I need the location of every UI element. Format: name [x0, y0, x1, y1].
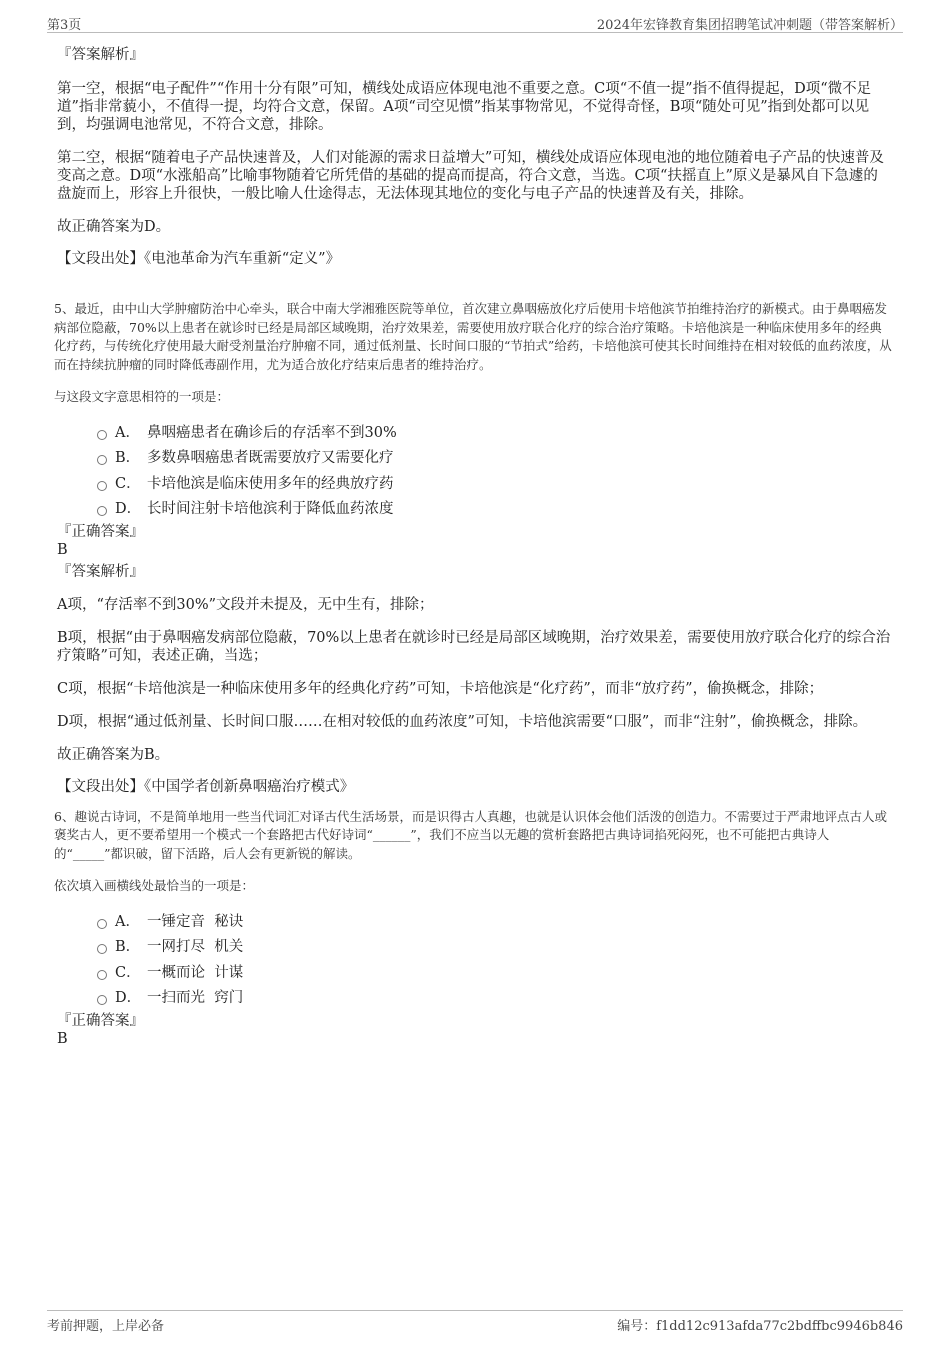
option-list: [57, 910, 892, 1012]
option-letter: A．: [115, 913, 140, 930]
conclusion: 故正确答案为B。: [57, 746, 170, 763]
answer-label: 『正确答案』: [57, 523, 144, 540]
option-d[interactable]: [57, 986, 892, 1012]
correct-answer: B: [57, 1030, 68, 1047]
option-letter: A．: [115, 424, 140, 441]
radio-button[interactable]: [97, 919, 107, 929]
question-stem: 5、最近，由中山大学肿瘤防治中心牵头，联合中南大学湘雅医院等单位，首次建立鼻咽癌放化疗后使用卡培他滨节拍维持治疗的新模式。由于鼻咽癌发病部位隐蔽，70%以上患者在就诊时已经是局部区域晚期，治疗效果差，需要使用放疗联合化疗的综合治疗策略。卡培他滨是一种临床使用多年的经典化疗药，与传统化疗使用最大耐受剂量治疗肿瘤不同，通过低剂量、长时间口服的“节拍式”给药，卡培他滨可使其长时间维持在相对较低的血药浓度，从而在持续抗肿瘤的同时降低毒副作用，尤为适合放化疗结束后患者的维持治疗。: [54, 301, 892, 372]
analysis-paragraph: C项，根据“卡培他滨是一种临床使用多年的经典化疗药”可知，卡培他滨是“化疗药”，而非“放疗药”，偷换概念，排除；: [57, 680, 824, 697]
question-stem: 6、趣说古诗词，不是简单地用一些当代词汇对译古代生活场景，而是识得古人真趣，也就是认识体会他们活泼的创造力。不需要过于严肃地评点古人或褒奖古人，更不要希望用一个模式一个套路把古代好诗词“______”，我们不应当以无趣的赏析套路把古典诗词掐死闷死，也不可能把古典诗人的“_____”都识破，留下活路，后人会有更新锐的解读。: [54, 808, 887, 861]
option-d[interactable]: [57, 497, 892, 523]
question-prompt: 依次填入画横线处最恰当的一项是：: [54, 878, 255, 893]
option-text: 一网打尽 机关: [147, 939, 244, 955]
document-title: 2024年宏锋教育集团招聘笔试冲刺题（带答案解析）: [596, 18, 903, 33]
radio-button[interactable]: [97, 970, 107, 980]
option-b[interactable]: [57, 446, 892, 472]
radio-button[interactable]: [97, 506, 107, 516]
analysis-paragraph: 第二空，根据“随着电子产品快速普及，人们对能源的需求日益增大”可知，横线处成语应体现电池的地位随着电子产品的快速普及变高之意。D项“水涨船高”比喻事物随着它所凭借的基础的提高而提高，符合文意，当选。C项“扶摇直上”原义是暴风自下急遽的盘旋而上，形容上升很快，一般比喻人仕途得志，无法体现其地位的变化与电子产品的快速普及有关，排除。: [57, 150, 884, 202]
page-number: 第3页: [47, 18, 82, 33]
option-text: 一概而论 计谋: [147, 964, 244, 981]
option-list: [57, 421, 892, 523]
option-text: 多数鼻咽癌患者既需要放疗又需要化疗: [147, 450, 394, 466]
analysis-paragraph: A项，“存活率不到30%”文段并未提及，无中生有，排除；: [57, 596, 434, 613]
option-a[interactable]: [57, 910, 892, 936]
option-letter: C．: [115, 964, 141, 981]
radio-button[interactable]: [97, 944, 107, 954]
conclusion: 故正确答案为D。: [57, 219, 171, 235]
question-prompt: 与这段文字意思相符的一项是：: [54, 389, 230, 404]
option-letter: C．: [115, 475, 141, 492]
page-content: [54, 46, 892, 1048]
analysis-label: 『答案解析』: [57, 563, 144, 580]
radio-button[interactable]: [97, 995, 107, 1005]
option-c[interactable]: [57, 472, 892, 498]
option-c[interactable]: [57, 961, 892, 987]
answer-label: 『正确答案』: [57, 1012, 144, 1029]
analysis-paragraph: 第一空，根据“电子配件”“作用十分有限”可知，横线处成语应体现电池不重要之意。C项“不值一提”指不值得提起，D项“微不足道”指非常藐小，不值得一提，均符合文意，保留。A项“司空见惯”指某事物常见，不觉得奇怪，B项“随处可见”指到处都可以见到，均强调电池常见，不符合文意，排除。: [57, 81, 872, 133]
page-header: [47, 14, 903, 33]
page-footer: [47, 1310, 903, 1335]
option-letter: B．: [115, 450, 141, 466]
correct-answer: B: [57, 541, 68, 558]
radio-button[interactable]: [97, 430, 107, 440]
radio-button[interactable]: [97, 481, 107, 491]
option-b[interactable]: [57, 935, 892, 961]
option-text: 一锤定音 秘诀: [147, 913, 244, 930]
option-text: 鼻咽癌患者在确诊后的存活率不到30%: [147, 424, 397, 441]
option-text: 卡培他滨是临床使用多年的经典放疗药: [147, 475, 394, 492]
footer-slogan: 考前押题，上岸必备: [47, 1319, 165, 1334]
radio-button[interactable]: [97, 455, 107, 465]
document-serial: 编号：f1dd12c913afda77c2bdffbc9946b846: [617, 1319, 903, 1334]
option-letter: B．: [115, 939, 141, 955]
source-citation: 【文段出处】《电池革命为汽车重新“定义”》: [57, 251, 341, 267]
source-citation: 【文段出处】《中国学者创新鼻咽癌治疗模式》: [57, 778, 355, 795]
analysis-paragraph: D项，根据“通过低剂量、长时间口服……在相对较低的血药浓度”可知，卡培他滨需要“口服”，而非“注射”，偷换概念，排除。: [57, 713, 868, 730]
option-letter: D．: [115, 990, 142, 1006]
option-letter: D．: [115, 501, 142, 517]
analysis-paragraph: B项，根据“由于鼻咽癌发病部位隐蔽，70%以上患者在就诊时已经是局部区域晚期，治疗效果差，需要使用放疗联合化疗的综合治疗策略”可知，表述正确，当选；: [57, 629, 891, 664]
analysis-label: 『答案解析』: [57, 47, 144, 63]
option-text: 一扫而光 窍门: [147, 990, 244, 1006]
option-text: 长时间注射卡培他滨利于降低血药浓度: [147, 501, 394, 517]
option-a[interactable]: [57, 421, 892, 447]
